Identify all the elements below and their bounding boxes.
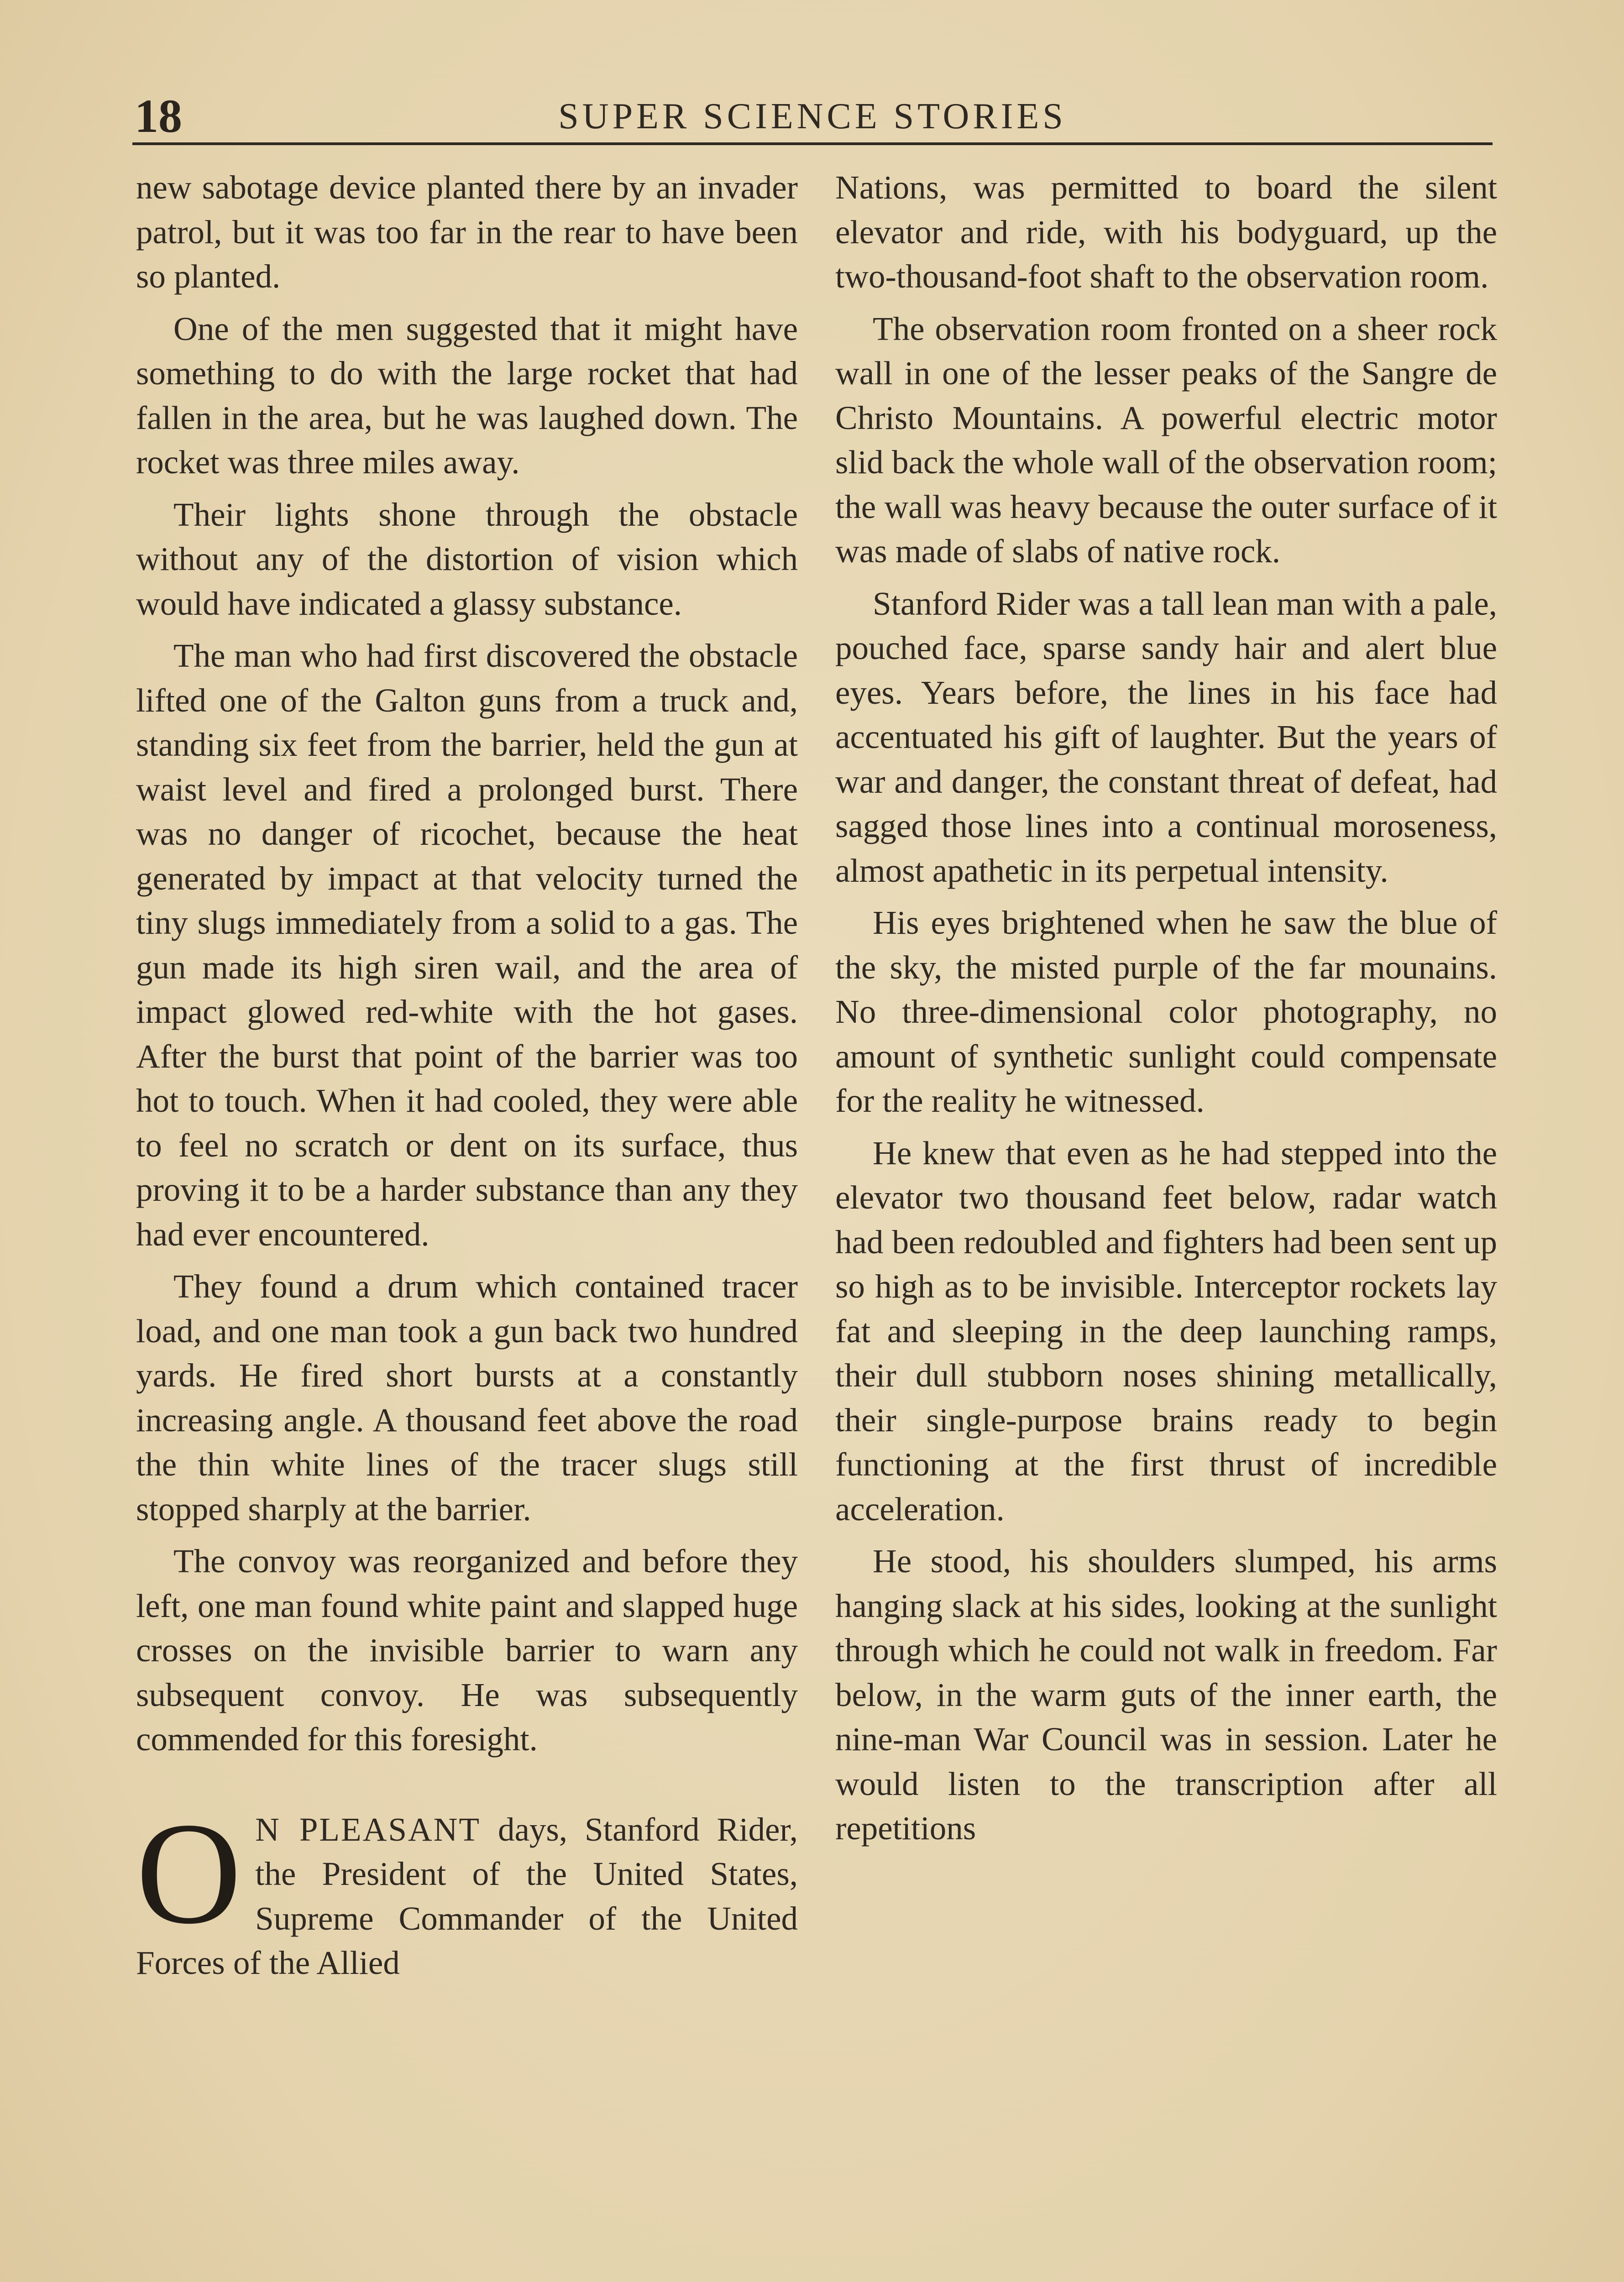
paragraph: His eyes brightened when he saw the blue of the sky, the misted purple of the far mounains. No three-dimensional color photography, no amount of synthetic sunlight could compensate for the reality he witnessed. <box>835 904 1497 1119</box>
paragraph: The man who had first discovered the obstacle lifted one of the Galton guns from a truck and, standing six feet from the barrier, held the gun at waist level and fired a prolonged burst. There was no danger of ricochet, because the heat generated by impact at that velocity turned the tiny slugs immediately from a solid to a gas. The gun made its high siren wail, and the area of impact glowed red-white with the hot gases. After the burst that point of the barrier was too hot to touch. When it had cooled, they were able to feel no scratch or dent on its surface, thus proving it to be a harder substance than any they had ever encountered. <box>136 637 798 1253</box>
small-caps-lead: N PLEASANT <box>255 1811 481 1848</box>
left-column <box>136 165 798 1993</box>
paragraph: The convoy was reorganized and before they left, one man found white paint and slapped huge crosses on the invisible barrier to warn any subsequent convoy. He was subsequently commended for this foresight. <box>136 1543 798 1758</box>
paragraph: Nations, was permitted to board the silent elevator and ride, with his bodyguard, up the two-thousand-foot shaft to the observation room. <box>835 169 1497 295</box>
section-opening-paragraph <box>136 1792 798 1985</box>
page-header <box>135 87 1490 151</box>
paragraph: new sabotage device planted there by an invader patrol, but it was too far in the rear to have been so planted. <box>136 169 798 295</box>
paragraph: They found a drum which contained tracer load, and one man took a gun back two hundred yards. He fired short bursts at a constantly increasing angle. A thousand feet above the road the thin white lines of the tracer slugs still stopped sharply at the barrier. <box>136 1268 798 1528</box>
paragraph: He knew that even as he had stepped into the elevator two thousand feet below, radar watch had been redoubled and fighters had been sent up so high as to be invisible. Interceptor rockets lay fat and sleeping in the deep launching ramps, their dull stubborn noses shining metallically, their single-purpose brains ready to begin functioning at the first thrust of incredible acceleration. <box>835 1134 1497 1528</box>
drop-cap: O <box>136 1792 242 1954</box>
paragraph: The observation room fronted on a sheer rock wall in one of the lesser peaks of the Sangre de Christo Mountains. A powerful electric motor slid back the whole wall of the observation room; the wall was heavy because the outer surface of it was made of slabs of native rock. <box>835 310 1497 570</box>
paragraph: Their lights shone through the obstacle without any of the distortion of vision which would have indicated a glassy substance. <box>136 496 798 622</box>
header-rule <box>132 142 1493 145</box>
page-number: 18 <box>135 90 182 142</box>
running-head: SUPER SCIENCE STORIES <box>558 96 1067 136</box>
paragraph-text: days, Stanford Rider, the President of the United States, Supreme Commander of the United Forces of the Allied <box>136 1811 798 1981</box>
paragraph: One of the men suggested that it might have something to do with the large rocket that had fallen in the area, but he was laughed down. The rocket was three miles away. <box>136 310 798 481</box>
paragraph: Stanford Rider was a tall lean man with a pale, pouched face, sparse sandy hair and alert blue eyes. Years before, the lines in his face had accentuated his gift of laughter. But the years of war and danger, the constant threat of defeat, had sagged those lines into a continual moroseness, almost apathetic in its perpetual intensity. <box>835 585 1497 889</box>
paragraph: He stood, his shoulders slumped, his arms hanging slack at his sides, looking at the sunlight through which he could not walk in freedom. Far below, in the warm guts of the inner earth, the nine-man War Council was in session. Later he would listen to the transcription after all repetitions <box>835 1543 1497 1847</box>
right-column <box>835 165 1497 1858</box>
